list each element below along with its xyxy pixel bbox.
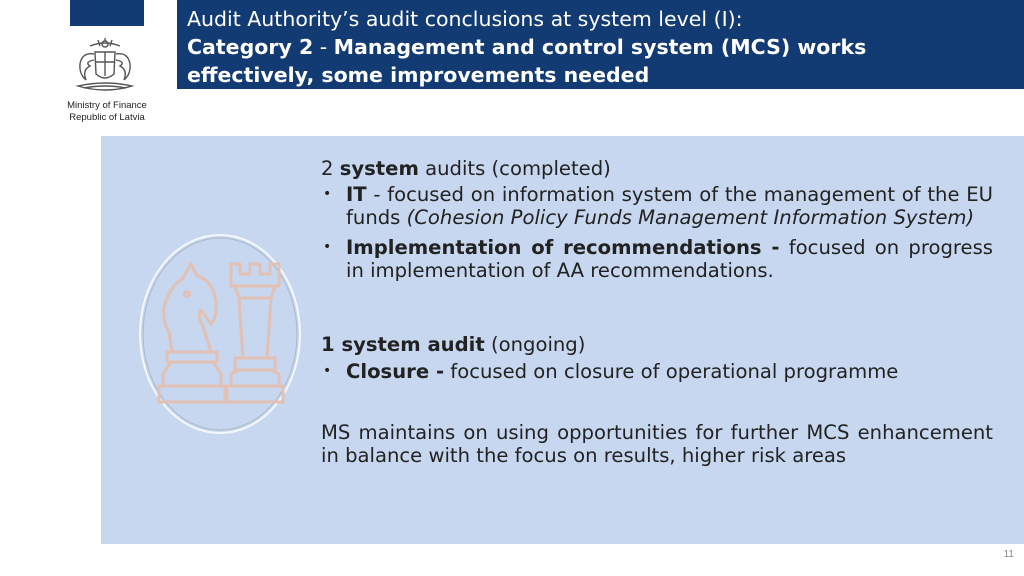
bullet-closure-bold: Closure - [346,360,445,383]
completed-rest: audits (completed) [425,157,611,180]
bullet-dot: • [323,363,332,379]
coat-of-arms-icon [70,36,140,98]
title-category: Category 2 [187,35,314,59]
bullet-it-text: - focused on information system of the management of the EU funds [346,183,993,229]
title-line-1: Audit Authority’s audit conclusions at system level (I): [187,7,743,31]
bullet-it-italic: (Cohesion Policy Funds Management Information System) [406,206,975,229]
chess-illustration [139,234,301,434]
content-body [321,157,993,467]
completed-bold: system [339,157,419,180]
slide-title-bar [177,0,1024,89]
ongoing-bold: 1 system audit [321,333,485,356]
bullet-impl-bold: Implementation of recommendations - [346,236,780,259]
bullet-it-bold: IT [346,183,367,206]
completed-count: 2 [321,157,334,180]
completed-audits-heading [321,157,993,180]
bullet-implementation [321,236,993,282]
bullet-impl-text: focused on progress in implementation of AA recommendations. [346,236,994,282]
closing-statement: MS maintains on using opportunities for further MCS enhancement in balance with the focus on results, higher risk areas [321,421,993,467]
ongoing-audit-heading [321,333,993,356]
title-line-3: effectively, some improvements needed [187,63,650,87]
page-number: 11 [1003,549,1014,560]
bullet-dot: • [323,186,332,202]
bullet-dot: • [323,239,332,255]
ministry-line-1: Ministry of Finance [67,100,147,111]
title-line-2 [187,33,1014,61]
ongoing-rest: (ongoing) [484,333,586,356]
bullet-it [321,183,993,229]
ministry-line-2: Republic of Latvia [69,112,145,123]
bullet-closure-text: focused on closure of operational programme [444,360,899,383]
title-line-2-rest: Management and control system (MCS) works [333,35,867,59]
chess-knight-rook-icon [139,234,301,434]
ministry-name [52,100,162,124]
top-accent-tab [70,0,144,26]
title-separator: - [313,35,334,59]
bullet-closure [321,360,993,383]
